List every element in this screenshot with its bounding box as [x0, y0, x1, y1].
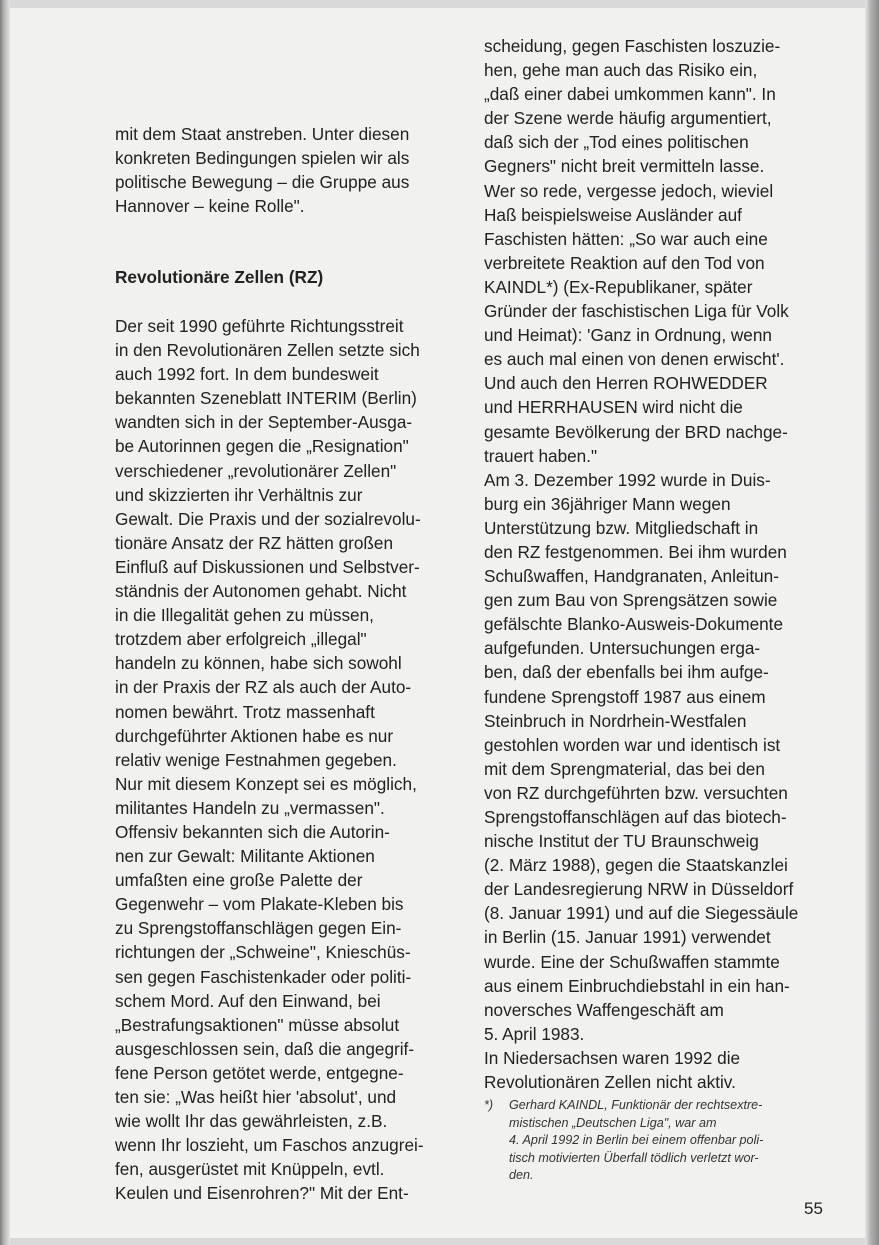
left-column-body: Der seit 1990 geführte Richtungsstreit in den Revolutionären Zellen setzte sich auch 1992 fort. In dem bundesweit bekannten Szeneblatt INTERIM (Berlin) wandten sich in der September-Ausga- be Autorinnen gegen die „Resignation" verschiedener „revolutionärer Zellen" und skizzierten ihr Verhältnis zur Gewalt. Die Praxis und der sozialrevolu- tionäre Ansatz der RZ hätten großen Einfluß auf Diskussionen und Selbstver- ständnis der Autonomen gehabt. Nicht in die Illegalität gehen zu müssen, trotzdem aber erfolgreich „illegal" handeln zu können, habe sich sowohl in der Praxis der RZ als auch der Auto- nomen bewährt. Trotz massenhaft durchgeführter Aktionen habe es nur relativ wenige Festnahmen gegeben. Nur mit diesem Konzept sei es möglich, militantes Handeln zu „vermassen". Offensiv bekannten sich die Autorin- nen zur Gewalt: Militante Aktionen umfaßten eine große Palette der Gegenwehr – vom Plakate-Kleben bis zu Sprengstoffanschlägen gegen Ein- richtungen der „Schweine", Knieschüs- sen gegen Faschistenkader oder politi- schem Mord. Auf den Einwand, bei „Bestrafungsaktionen" müsse absolut ausgeschlossen sein, daß die angegrif- fene Person getötet werde, entgegne- ten sie: „Was heißt hier 'absolut', und wie wollt Ihr das gewährleisten, z.B. wenn Ihr loszieht, um Faschos anzugrei- fen, ausgerüstet mit Knüppeln, evtl. Keulen und Eisenrohren?" Mit der Ent- — [115, 316, 424, 1204]
footnote-marker: *) — [484, 1098, 494, 1112]
page-number: 55 — [804, 1199, 823, 1218]
right-column-body: scheidung, gegen Faschisten loszuzie- hen, gehe man auch das Risiko ein, „daß einer dabei umkommen kann". In der Szene werde häufig argumentiert, daß sich der „Tod eines politischen Gegners" nicht breit vermitteln lasse. Wer so rede, vergesse jedoch, wieviel Haß beispielsweise Ausländer auf Faschisten hätten: „So war auch eine verbreitete Reaktion auf den Tod von KAINDL*) (Ex-Republikaner, später Gründer der faschistischen Liga für Volk und Heimat): 'Ganz in Ordnung, wenn es auch mal einen von denen erwischt'. Und auch den Herren ROHWEDDER und HERRHAUSEN wird nicht die gesamte Bevölkerung der BRD nachge- trauert haben." Am 3. Dezember 1992 wurde in Duis- burg ein 36jähriger Mann wegen Unterstützung bzw. Mitgliedschaft in den RZ festgenommen. Bei ihm wurden Schußwaffen, Handgranaten, Anleitun- gen zum Bau von Sprengsätzen sowie gefälschte Blanko-Ausweis-Dokumente aufgefunden. Untersuchungen erga- ben, daß der ebenfalls bei ihm aufge- fundene Sprengstoff 1987 aus einem Steinbruch in Nordrhein-Westfalen gestohlen worden war und identisch ist mit dem Sprengmaterial, das bei den von RZ durchgeführten bzw. versuchten Sprengstoffanschlägen auf das biotech- nische Institut der TU Braunschweig (2. März 1988), gegen die Staatskanzlei der Landesregierung NRW in Düsseldorf (8. Januar 1991) und auf die Siegessäule in Berlin (15. Januar 1991) verwendet wurde. Eine der Schußwaffen stammte aus einem Einbruchdiebstahl in ein han- noversches Waffengeschäft am 5. April 1983. In Niedersachsen waren 1992 die Revolutionären Zellen nicht aktiv. — [484, 36, 799, 1093]
binding-shadow-right — [865, 0, 879, 1245]
footnote — [484, 1097, 844, 1183]
section-heading: Revolutionäre Zellen (RZ) — [115, 267, 324, 287]
binding-shadow-left — [0, 0, 10, 1245]
intro-paragraph: mit dem Staat anstreben. Unter diesen konkreten Bedingungen spielen wir als politische Bewegung – die Gruppe aus Hannover – keine Rolle". — [115, 124, 410, 217]
footnote-text: Gerhard KAINDL, Funktionär der rechtsextre- mistischen „Deutschen Liga", war am 4. April 1992 in Berlin bei einem offenbar poli- tisch motivierten Überfall tödlich verletzt wor- den. — [509, 1098, 764, 1183]
